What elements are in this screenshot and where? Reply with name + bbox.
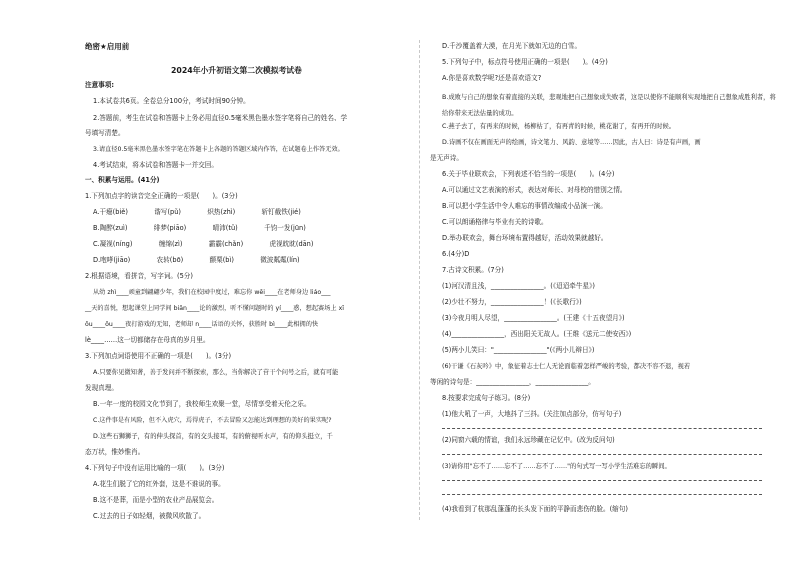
poem-item: (5)两小儿笑曰："________________"(《两小儿辩日》) — [442, 346, 595, 354]
answer-blank — [442, 494, 762, 495]
text-line: 从幼 zhì____顽童到翩翩少年，我们在校园中度过，难忘你 wēi____在老师身边 liáo___ — [93, 289, 331, 296]
option-line: A.干瘪(biě) 谐写(pǔ) 炽热(zhì) 斩钉截铁(jié) — [93, 208, 301, 216]
text-line: 是无声诗。 — [430, 154, 463, 162]
poem-item: (2)少壮不努力，________________！(《长歌行》) — [442, 298, 582, 306]
exercise-item: (2)同窗六载的情谊，我们永远珍藏在记忆中。(改为反问句) — [442, 436, 615, 444]
exam-title: 2024年小升初语文第二次模拟考试卷 — [171, 66, 302, 75]
option-line: C.凝视(níng) 缠绵(zì) 霸霸(chǎn) 虎视眈眈(dān) — [93, 240, 314, 248]
option-line: D.诗画不仅在画面无声的绘画，诗文笔力、风韵、意境等……因此，古人曰：诗是有声画，画 — [442, 139, 701, 146]
exercise-item: (4)我看到了杭那乱蓬蓬的长头发下面的平静而悲伤的脸。(缩句) — [442, 505, 628, 513]
answer-blank — [442, 480, 762, 481]
notice-line: 2.答题前，考生在试卷和答题卡上务必用直径0.5毫米黑色墨水签字笔将自己的姓名、学 — [93, 114, 348, 122]
text-line: 态万状，惟妙惟肖。 — [85, 448, 145, 456]
option-line: A.只要你见微知著，善于发问并不断探索，那么，当你解决了苷干个问号之后，就有可能 — [93, 369, 339, 376]
option-line: D.咆哮(jiāo) 农转(bō) 颤栗(bì) 微波粼粼(lín) — [93, 256, 300, 264]
option-line: B.陶醉(zuì) 绯梦(piāo) 晴沛(tǔ) 千钧一发(jūn) — [93, 224, 306, 232]
option-line: C.燕子去了，有再来的时候，杨柳枯了，有再青的时候，桃花谢了，有再开的时候。 — [442, 123, 676, 130]
option-line: C.这件事是有风险，但不入虎穴，焉得虎子，不去冒险又怎能达到理想的美好的果实呢? — [93, 417, 332, 424]
question-line: 6.关于毕业联欢会，下列表述不恰当的一项是( )。(4分) — [442, 170, 615, 178]
exercise-item: (3)请你用"忘不了……忘不了……忘不了……"的句式写一写小学生活难忘的瞬间。 — [442, 463, 671, 470]
answer-blank — [442, 454, 762, 455]
question-line: 1.下列加点字的读音完全正确的一项是( )。(3分) — [85, 192, 238, 200]
option-line: D.举办联欢会，舞台环境布置得越好，活动效果就越好。 — [442, 234, 608, 242]
option-line: D.这些石狮狮子，有的伸头探首，有的交头接耳，有的俯视听水声，有的仰头挺立，千 — [93, 433, 333, 440]
option-line: C.过去的日子如轻烟，被微风吹散了。 — [93, 512, 206, 520]
notice-line: 号填写清楚。 — [85, 129, 125, 137]
question-line: 2.根据语境，看拼音，写字词。(5分) — [85, 272, 193, 280]
option-line: B.这不是葬，而是小型的农业产品展览会。 — [93, 496, 219, 504]
text-line: lè____……这一切都储存在母真的岁月里。 — [85, 336, 210, 344]
option-line: A.花生们脱了它的红外套，这是不谁说的事。 — [93, 480, 225, 488]
option-line: B.成败与自己的想象有着直接的关联，悲观地把自己想象成失败者，这是以使你不能顺利实现地把自己想象成胜利者，将给你带来无法估量的成功。 — [442, 94, 776, 117]
question-line: 5.下列句子中，标点符号使用正确的一项是( )。(4分) — [442, 58, 608, 66]
column-divider — [419, 40, 420, 520]
poem-item: (1)河汉清且浅，________________。(《迢迢牵牛星》) — [442, 282, 595, 290]
answer-line: 6.(4分)D — [442, 250, 470, 258]
option-line: C.可以朗诵格律与毕业有关的诗歌。 — [442, 218, 548, 226]
option-line: B.可以把小学生活中令人难忘的事情改编成小品演一演。 — [442, 202, 607, 210]
secret-label: 绝密★启用前 — [85, 42, 130, 51]
text-line: 发现真理。 — [85, 384, 118, 392]
notice-line: 4.考试结束，将本试卷和答题卡一并交回。 — [93, 161, 218, 169]
poem-item: 等闲的诗句是：________________，________________。 — [430, 378, 595, 386]
question-line: 7.古诗文积累。(7分) — [442, 266, 504, 274]
notice-line: 1.本试卷共6页。全卷总分100分，考试时间90分钟。 — [93, 97, 250, 105]
text-line: __天的喜悦，想起课堂上同学间 biān____论的激烈，听不懂问题时的 yí____惑，想起赛场上 xī — [85, 305, 344, 312]
answer-blank — [442, 428, 762, 429]
notice-title: 注意事项: — [85, 81, 115, 89]
poem-item: (3)今夜月明人尽望，________________。(王建《十五夜望月》) — [442, 314, 625, 322]
poem-item: (6)干谦《石灰吟》中，象征着志士仁人无论面临着怎样严峻的考验，都决不容不退，视若 — [442, 363, 691, 370]
question-line: 3.下列加点词语使用不正确的一项是( )。(3分) — [85, 352, 232, 360]
question-line: 4.下列句子中没有运用比喻的一项( )。(3分) — [85, 464, 225, 472]
option-line: D.千沙覆盖着大漠，在月光下就如无边的白雪。 — [442, 42, 582, 50]
question-line: 8.按要求完成句子练习。(8分) — [442, 394, 531, 402]
option-line: A.可以通过文艺表演的形式，表达对师长、对母校的惜别之情。 — [442, 186, 627, 194]
option-line: A.你是喜欢数学呢?还是喜欢语文? — [442, 74, 542, 82]
poem-item: (4)________________，西出阳关无故人。(王维《送元二使安西》) — [442, 330, 632, 338]
text-line: ōu____ōu____夜打游戏的无知，老师却 n____话语的关怀，获胜时 bì____此相拥的快 — [85, 321, 319, 328]
section-heading: 一、积累与运用。(41分) — [85, 176, 160, 184]
notice-line: 3.请直径0.5毫米黑色墨水签字笔在答题卡上各题的答题区域内作答，在试题卷上作答无效。 — [93, 146, 344, 153]
option-line: B.一年一度的校园文化节到了，我校师生欢聚一堂，尽情享受着天伦之乐。 — [93, 400, 311, 408]
exercise-item: (1)他大吼了一声，大地抖了三抖。(关注加点部分，仿写句子) — [442, 410, 622, 418]
